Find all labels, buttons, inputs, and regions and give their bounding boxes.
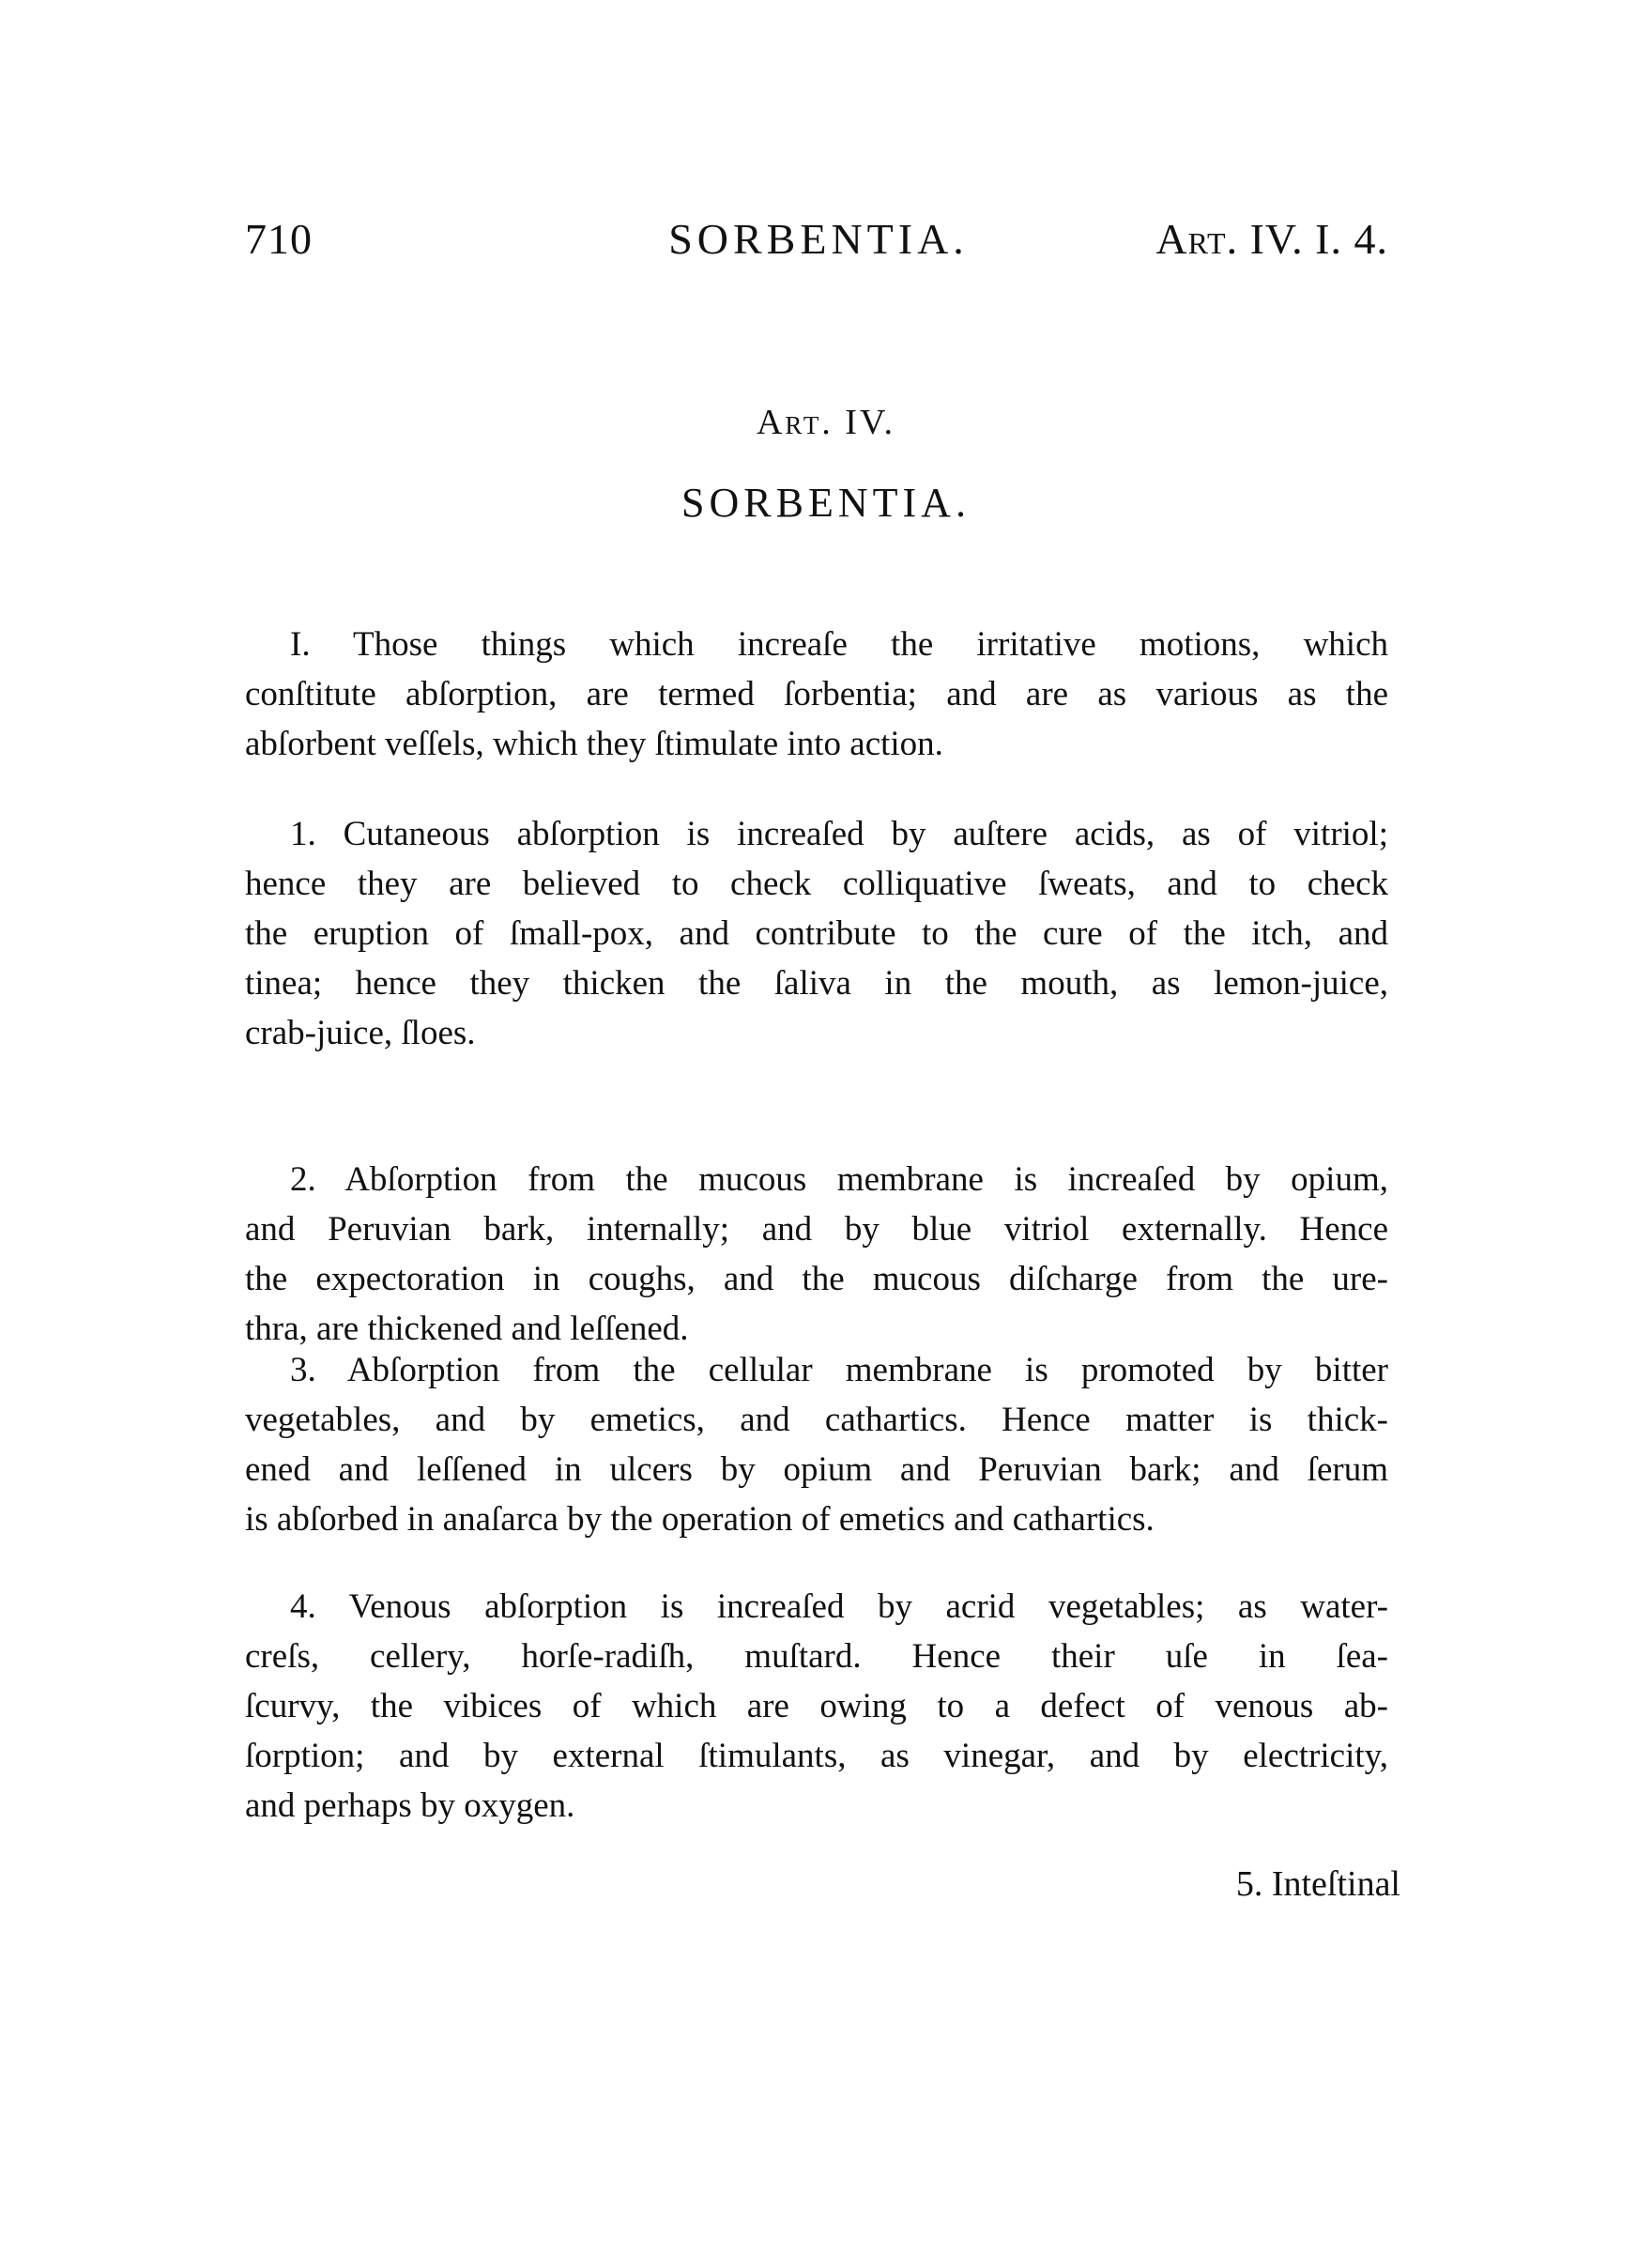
text-line: conſtitute abſorption, are termed ſorbentia; and are as various as the xyxy=(245,675,1388,713)
text-line: abſorbent veſſels, which they ſtimulate into action. xyxy=(245,725,943,763)
text-line: 3. Abſorption from the cellular membrane is promoted by bitter xyxy=(290,1351,1388,1389)
text-line: ſcurvy, the vibices of which are owing to a defect of venous ab- xyxy=(245,1687,1388,1725)
text-line: ſorption; and by external ſtimulants, as vinegar, and by electricity, xyxy=(245,1737,1388,1775)
article-heading: Art. IV. xyxy=(756,403,896,442)
text-line: 1. Cutaneous abſorption is increaſed by auſtere acids, as of vitriol; xyxy=(290,815,1388,853)
paragraph-4-venous xyxy=(245,1582,1388,1831)
paragraph-2-mucous xyxy=(245,1155,1388,1354)
text-line: I. Those things which increaſe the irritative motions, which xyxy=(290,625,1388,664)
paragraph-3-cellular xyxy=(245,1345,1388,1544)
text-line: vegetables, and by emetics, and cathartics. Hence matter is thick- xyxy=(245,1401,1388,1439)
text-line: is abſorbed in anaſarca by the operation of emetics and cathartics. xyxy=(245,1500,1155,1539)
section-title: SORBENTIA. xyxy=(681,480,971,526)
text-line: 4. Venous abſorption is increaſed by acrid vegetables; as water- xyxy=(290,1587,1388,1626)
paragraph-1-cutaneous xyxy=(245,809,1388,1058)
text-line: and Peruvian bark, internally; and by blue vitriol externally. Hence xyxy=(245,1210,1388,1249)
text-line: hence they are believed to check colliquative ſweats, and to check xyxy=(245,865,1388,903)
article-reference: Art. IV. I. 4. xyxy=(1155,215,1388,263)
text-line: tinea; hence they thicken the ſaliva in the mouth, as lemon-juice, xyxy=(245,964,1388,1003)
text-line: crab-juice, ſloes. xyxy=(245,1014,476,1052)
text-line: creſs, cellery, horſe-radiſh, muſtard. Hence their uſe in ſea- xyxy=(245,1637,1388,1676)
text-line: the eruption of ſmall-pox, and contribute to the cure of the itch, and xyxy=(245,914,1388,953)
running-title: SORBENTIA. xyxy=(668,215,969,263)
page-number: 710 xyxy=(245,215,313,263)
paragraph-intro xyxy=(245,620,1388,769)
text-line: the expectoration in coughs, and the mucous diſcharge from the ure- xyxy=(245,1260,1388,1298)
text-line: and perhaps by oxygen. xyxy=(245,1786,575,1825)
catchword: 5. Inteſtinal xyxy=(1235,1864,1400,1904)
text-line: thra, are thickened and leſſened. xyxy=(245,1310,689,1348)
text-line: 2. Abſorption from the mucous membrane is increaſed by opium, xyxy=(290,1160,1388,1199)
text-line: ened and leſſened in ulcers by opium and Peruvian bark; and ſerum xyxy=(245,1450,1388,1489)
